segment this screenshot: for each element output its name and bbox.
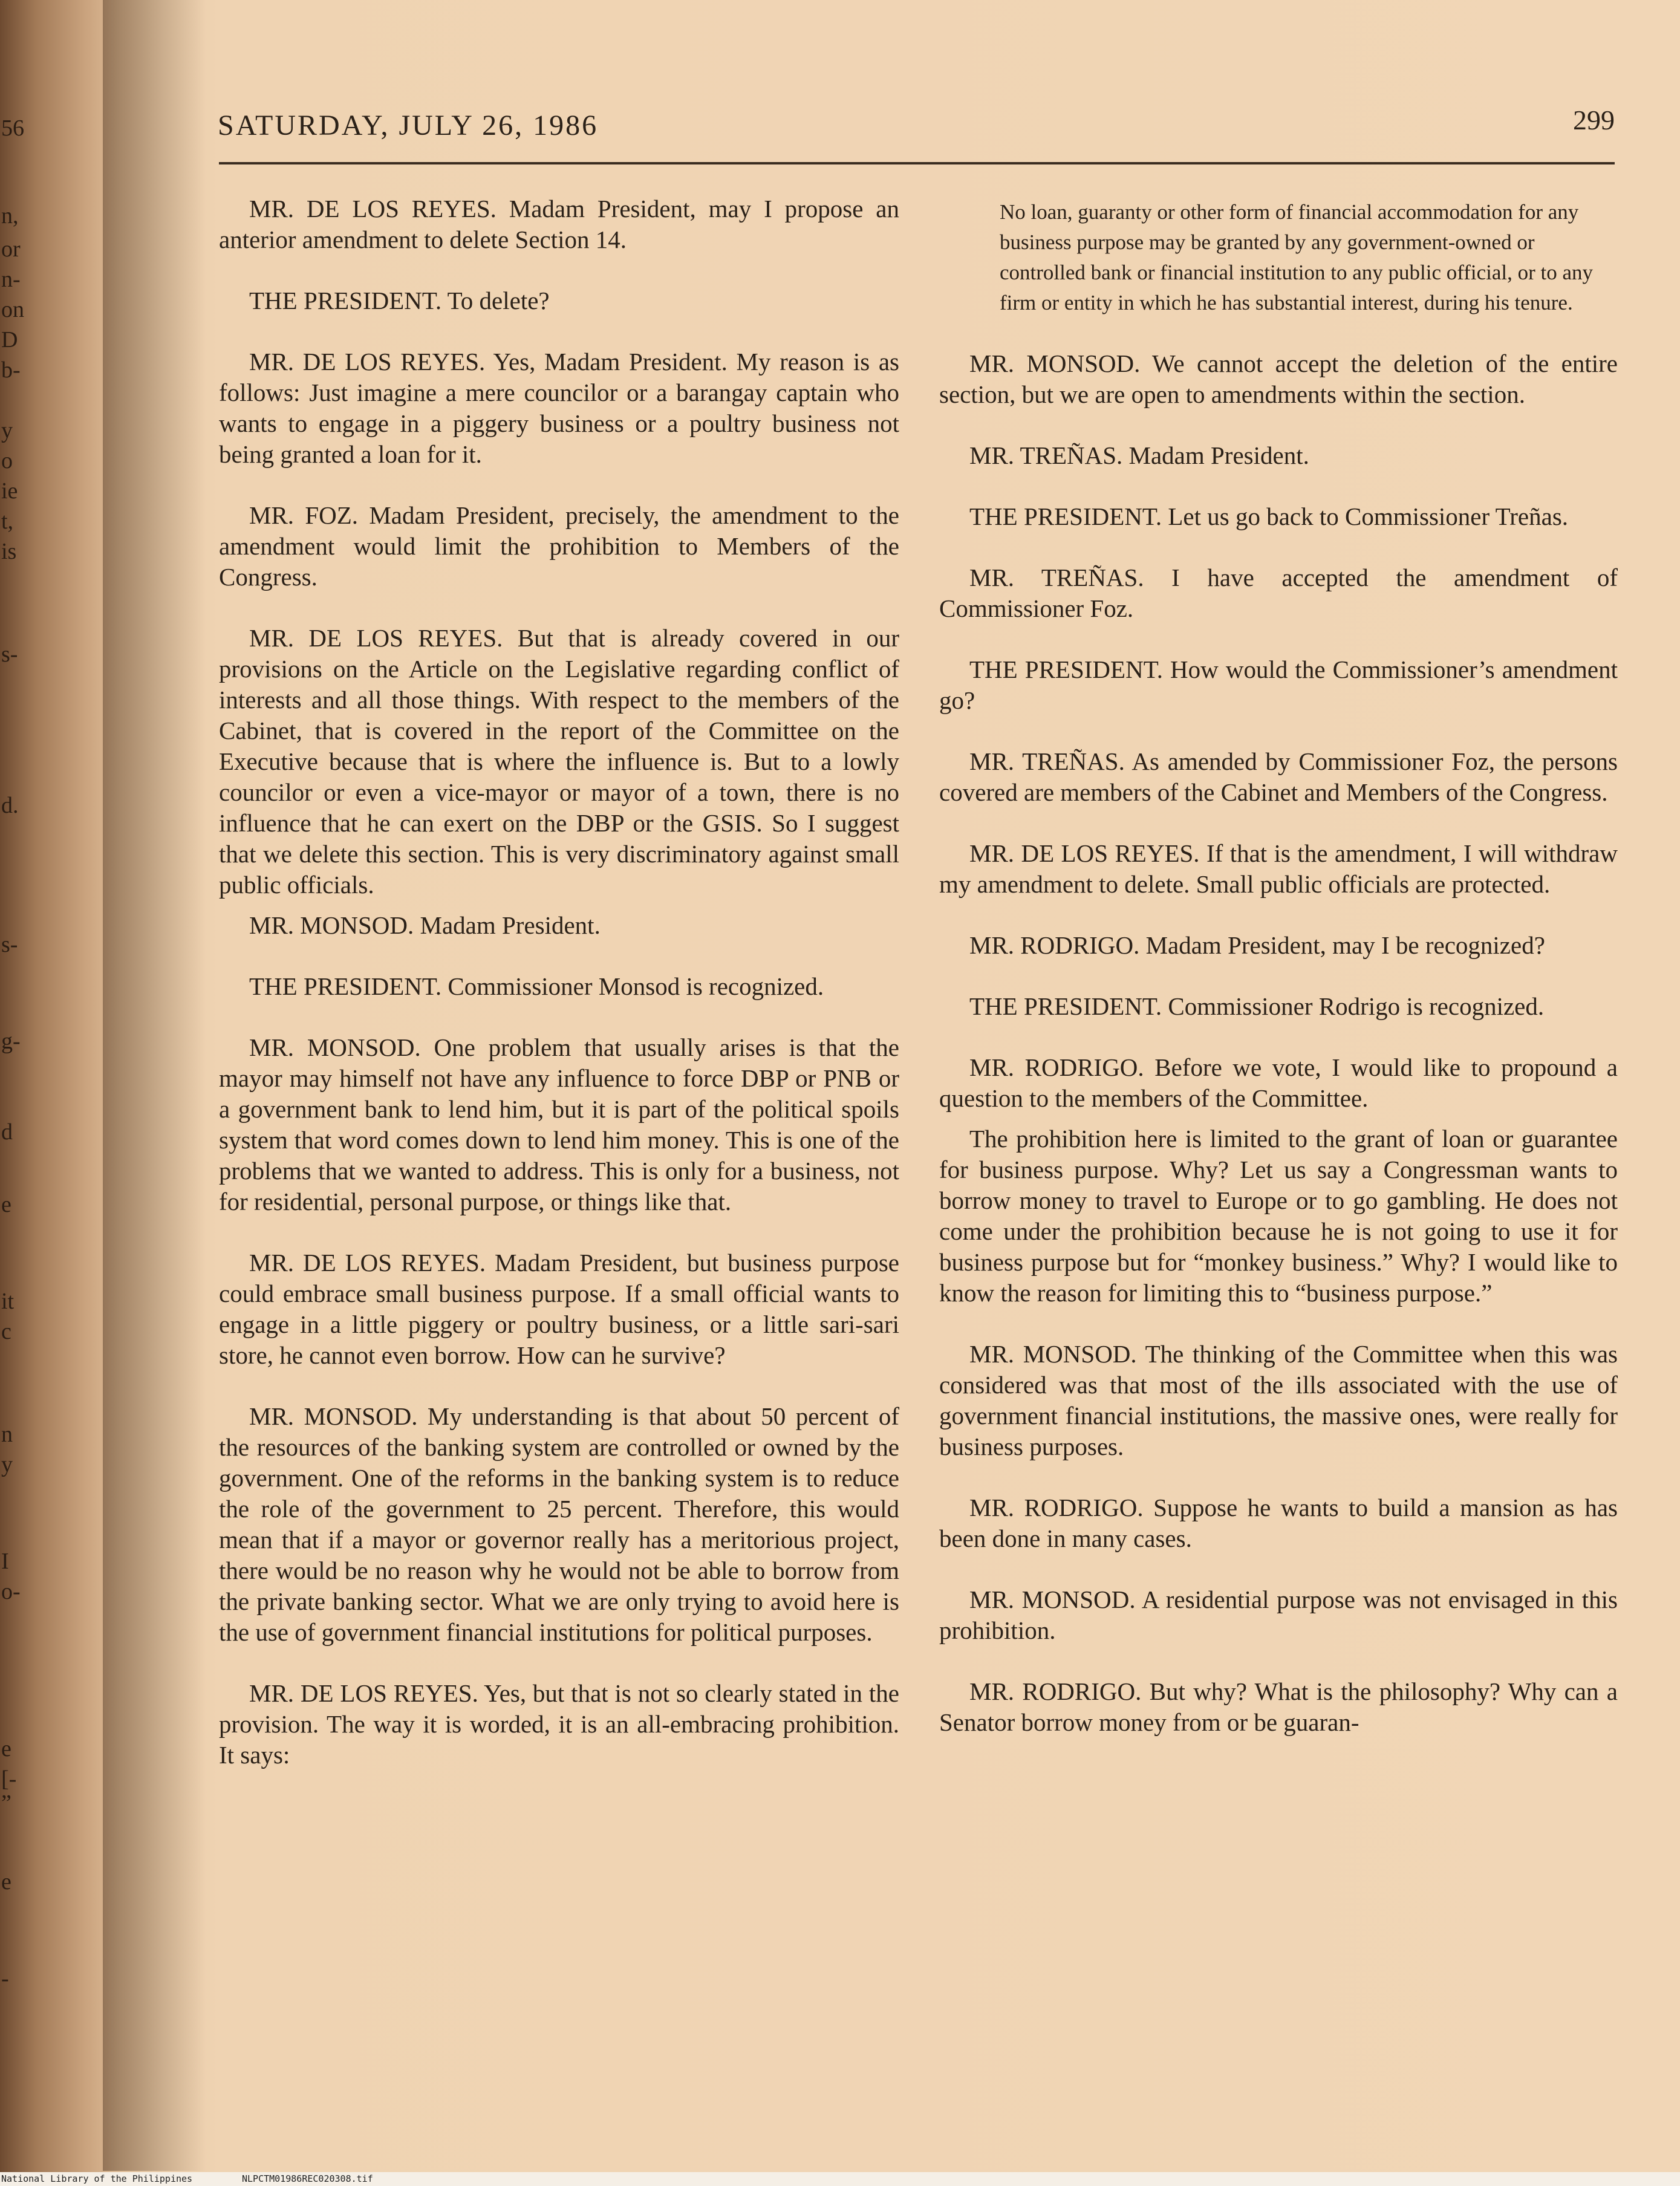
paragraph: MR. FOZ. Madam President, precisely, the amendment to the amendment would limit the prohibition to Members of the Congress. [219, 501, 899, 591]
paragraph: MR. TREÑAS. I have accepted the amendment of Commissioner Foz. [939, 564, 1618, 622]
header-rule [219, 162, 1615, 164]
binding-shadow [103, 0, 206, 2171]
paragraph: The prohibition here is limited to the grant of loan or guarantee for business purpose. Why? Let us say a Congressman wants to borrow money to travel to Europe or to go gambling. He does not come under the prohibition because he is not going to use it for business purpose but for “monkey business.” Why? I would like to know the reason for limiting this to “business purpose.” [939, 1125, 1618, 1307]
paragraph: MR. RODRIGO. Madam President, may I be recognized? [969, 931, 1545, 959]
paragraph: MR. DE LOS REYES. If that is the amendment, I will withdraw my amendment to delete. Small public officials are protected. [939, 839, 1618, 898]
paragraph: MR. DE LOS REYES. But that is already covered in our provisions on the Article on the Legislative regarding conflict of interests and all those things. With respect to the members of the Cabinet, that is covered in the report of the Committee on the Executive because that is where the influence is. But to a lowly councilor or even a vice-mayor or mayor of a town, there is no influence that he can exert on the DBP or the GSIS. So I suggest that we delete this section. This is very discriminatory against small public officials. [219, 624, 899, 899]
paragraph: MR. RODRIGO. Suppose he wants to build a mansion as has been done in many cases. [939, 1494, 1618, 1552]
margin-fragment: s- [1, 642, 18, 667]
margin-fragment: ie [1, 478, 18, 504]
margin-fragment: s- [1, 932, 18, 957]
paragraph: MR. MONSOD. Madam President. [249, 911, 601, 939]
margin-fragment: n- [1, 267, 21, 292]
margin-fragment: on [1, 297, 24, 322]
margin-fragment: [- [1, 1766, 17, 1792]
paragraph: MR. MONSOD. We cannot accept the deletion of the entire section, but we are open to amendments within the section. [939, 350, 1618, 408]
page-header [218, 105, 1615, 151]
margin-fragment: d. [1, 793, 19, 818]
margin-fragment: e [1, 1736, 11, 1761]
margin-fragment: 56 [1, 115, 24, 141]
margin-fragment: D [1, 327, 18, 353]
margin-fragment: o [1, 448, 13, 473]
left-column [219, 194, 899, 1801]
paragraph: MR. DE LOS REYES. Madam President, but business purpose could embrace small business purpose. If a small official wants to engage in a little piggery or poultry business, or a little sari-sari store, he cannot even borrow. How can he survive? [219, 1249, 899, 1369]
paragraph: MR. MONSOD. One problem that usually arises is that the mayor may himself not have any influence to force DBP or PNB or a government bank to lend him, but it is part of the political spoils system that word comes down to lend him money. This is one of the problems that we wanted to address. This is only for a business, not for residential, personal purpose, or things like that. [219, 1033, 899, 1215]
paragraph: MR. DE LOS REYES. Yes, Madam President. My reason is as follows: Just imagine a mere councilor or a barangay captain who wants to engage in a piggery business or a poultry business not being granted a loan for it. [219, 348, 899, 468]
paragraph: THE PRESIDENT. How would the Commissioner’s amendment go? [939, 655, 1618, 714]
margin-fragment: b- [1, 357, 21, 383]
paragraph: THE PRESIDENT. Let us go back to Commissioner Treñas. [969, 503, 1569, 530]
paragraph: MR. MONSOD. A residential purpose was not envisaged in this prohibition. [939, 1586, 1618, 1644]
paragraph: MR. RODRIGO. But why? What is the philosophy? Why can a Senator borrow money from or be guaran- [939, 1677, 1618, 1736]
paragraph: MR. TREÑAS. As amended by Commissioner Foz, the persons covered are members of the Cabinet and Members of the Congress. [939, 747, 1618, 806]
margin-fragment: I [1, 1549, 9, 1574]
margin-fragment: y [1, 418, 13, 443]
margin-fragment: ” [1, 1791, 11, 1816]
margin-fragment: it [1, 1289, 15, 1314]
page-number: 299 [1573, 105, 1615, 135]
margin-fragment: d [1, 1119, 13, 1145]
previous-page-margin [0, 0, 36, 2186]
margin-fragment: n [1, 1422, 13, 1447]
quoted-provision: No loan, guaranty or other form of financial accommodation for any business purpose may be granted by any government-owned or controlled bank or financial institution to any public official, or to any firm or entity in which he has substantial interest, during his tenure. [1000, 200, 1594, 314]
paragraph: MR. RODRIGO. Before we vote, I would like to propound a question to the members of the Committee. [939, 1053, 1618, 1112]
right-column [939, 194, 1618, 1768]
margin-fragment: e [1, 1869, 11, 1895]
margin-fragment: c [1, 1319, 11, 1344]
footer-filename: NLPCTM01986REC020308.tif [242, 2173, 373, 2184]
scan-footer [0, 2172, 1680, 2186]
margin-fragment: e [1, 1192, 11, 1217]
margin-fragment: y [1, 1452, 13, 1477]
margin-fragment: n, [1, 203, 19, 229]
margin-fragment: o- [1, 1579, 21, 1604]
paragraph: MR. DE LOS REYES. Madam President, may I propose an anterior amendment to delete Section 14. [219, 195, 899, 253]
header-date: SATURDAY, JULY 26, 1986 [218, 109, 599, 142]
margin-fragment: or [1, 236, 21, 262]
paragraph: THE PRESIDENT. To delete? [249, 287, 550, 314]
paragraph: MR. MONSOD. The thinking of the Committee when this was considered was that most of the ills associated with the use of government financial institutions, the massive ones, were really for business purposes. [939, 1340, 1618, 1460]
footer-library: National Library of the Philippines [1, 2173, 193, 2184]
paragraph: MR. DE LOS REYES. Yes, but that is not so clearly stated in the provision. The way it is worded, it is an all-embracing prohibition. It says: [219, 1679, 899, 1769]
paragraph: MR. MONSOD. My understanding is that about 50 percent of the resources of the banking system are controlled or owned by the government. One of the reforms in the banking system is to reduce the role of the government to 25 percent. Therefore, this would mean that if a mayor or governor really has a meritorious project, there would be no reason why he would not be able to borrow from the private banking sector. What we are only trying to avoid here is the use of government financial institutions for political purposes. [219, 1402, 899, 1646]
paragraph: THE PRESIDENT. Commissioner Monsod is recognized. [249, 972, 824, 1000]
paragraph: MR. TREÑAS. Madam President. [969, 441, 1309, 469]
margin-fragment: g- [1, 1029, 21, 1054]
paragraph: THE PRESIDENT. Commissioner Rodrigo is recognized. [969, 992, 1545, 1020]
margin-fragment: t, [1, 509, 14, 534]
margin-fragment: - [1, 1966, 9, 1991]
margin-fragment: is [1, 539, 17, 564]
